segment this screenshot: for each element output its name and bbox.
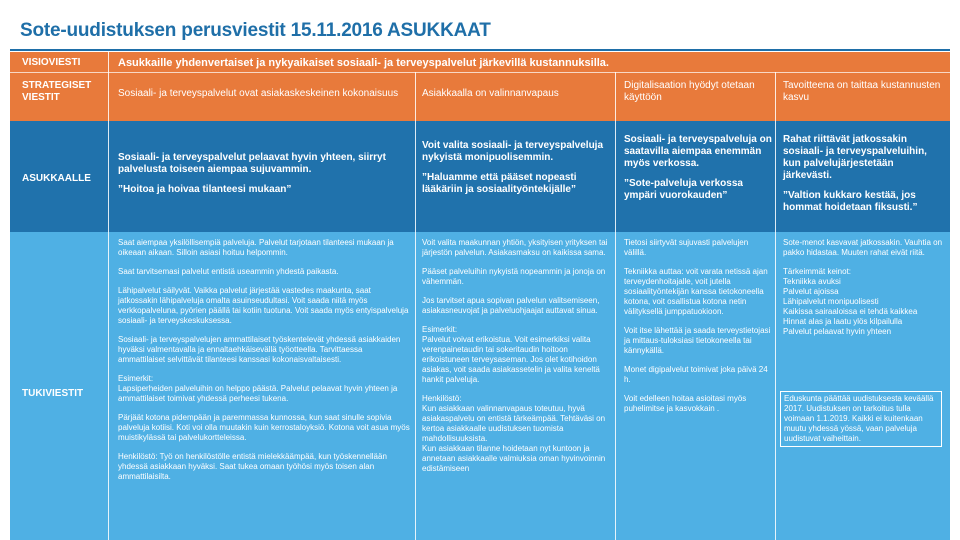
support-paragraph: Voit valita maakunnan yhtiön, yksityisen yrityksen tai järjestön palvelun. Asiakasmaksu on kaikissa sama. xyxy=(422,238,608,257)
strategic-message: Tavoitteena on taittaa kustannusten kasvu xyxy=(783,80,941,103)
message-table xyxy=(10,52,950,540)
resident-message xyxy=(422,140,612,196)
support-paragraph: Sosiaali- ja terveyspalvelujen ammattilaiset työskentelevät yhdessä asiakkaiden hyväksi valmentavalla ja ennaltaehkäisevällä työotteella. Tarvittaessa ammattilaiset selvittävät tilanteesi kanssasi kokonaisvaltaisesti. xyxy=(118,335,401,364)
vision-row-label: VISIOVIESTI xyxy=(22,57,81,68)
support-paragraph: Sote-menot kasvavat jatkossakin. Vauhtia on pakko hidastaa. Muuten rahat eivät riitä. xyxy=(783,238,943,257)
resident-message xyxy=(118,152,408,196)
support-paragraph: Pärjäät kotona pidempään ja paremmassa kunnossa, kun saat sinulle sopivia palveluja kotiisi. Koti voi olla muutakin kuin kerrostaloyksiö. Kotona voit asua myös muistikylässä tai palvelukortteleissa. xyxy=(118,413,410,442)
resident-quote: ”Hoitoa ja hoivaa tilanteesi mukaan” xyxy=(118,184,292,195)
support-paragraph: Esimerkit: Lapsiperheiden palveluihin on helppo päästä. Palvelut pelaavat hyvin yhteen ja ammattilaiset toimivat yhdessä perheesi tukena. xyxy=(118,374,398,403)
support-paragraph: Henkilöstö: Työ on henkilöstölle entistä mielekkäämpää, kun työskennellään yhdessä asiakkaan hyväksi. Saat tukea omaan työhösi myös toisen alan ammattilaisilta. xyxy=(118,452,387,481)
support-messages xyxy=(422,238,614,483)
support-paragraph: Saat tarvitsemasi palvelut entistä useammin yhdestä paikasta. xyxy=(118,267,339,276)
page-title: Sote-uudistuksen perusviestit 15.11.2016 ASUKKAAT xyxy=(20,20,491,41)
support-messages xyxy=(118,238,410,491)
support-paragraph: Voit edelleen hoitaa asioitasi myös puhelimitse ja kasvokkain . xyxy=(624,394,747,413)
support-row-label: TUKIVIESTIT xyxy=(22,388,84,399)
support-paragraph: Voit itse lähettää ja saada terveystietojasi ja mittaus-tuloksiasi tietokoneella tai kännykällä. xyxy=(624,326,771,355)
column-divider xyxy=(615,72,616,540)
resident-message xyxy=(783,134,945,214)
column-divider xyxy=(415,72,416,540)
support-paragraph: Henkilöstö: Kun asiakkaan valinnanvapaus toteutuu, hyvä asiakaspalvelu on entistä tärkeämpää. Tehtäväsi on kertoa asiakkaalle uudistuksen tuomista mahdollisuuksista. Kun asiakkaan tilanne hoidetaan nyt kuntoon ja annetaan asiakkaalle valmiuksia oman hyvinvoinnin edistämiseen xyxy=(422,394,606,473)
support-paragraph: Tietosi siirtyvät sujuvasti palvelujen välillä. xyxy=(624,238,749,257)
support-paragraph: Saat aiempaa yksilöllisempiä palveluja. Palvelut tarjotaan tilanteesi mukaan ja oikeaan aikaan. Silloin asiasi hoituu helpommin. xyxy=(118,238,394,257)
vision-message: Asukkaille yhdenvertaiset ja nykyaikaiset sosiaali- ja terveyspalvelut järkevillä kustannuksilla. xyxy=(118,57,609,69)
resident-quote: ”Sote-palveluja verkossa ympäri vuorokauden” xyxy=(624,178,743,201)
support-paragraph: Jos tarvitset apua sopivan palvelun valitsemiseen, asiakasneuvojat ja palveluohjaajat auttavat sinua. xyxy=(422,296,600,315)
support-paragraph: Monet digipalvelut toimivat joka päivä 24 h. xyxy=(624,365,768,384)
resident-message-text: Sosiaali- ja terveyspalvelut pelaavat hyvin yhteen, siirryt palvelusta toiseen aiempaa sujuvammin. xyxy=(118,152,386,175)
resident-row-label: ASUKKAALLE xyxy=(22,173,91,184)
support-messages xyxy=(783,238,945,346)
strategic-row-label xyxy=(22,80,91,104)
resident-message xyxy=(624,134,774,202)
support-paragraph: Lähipalvelut säilyvät. Vaikka palvelut järjestää vastedes maakunta, saat jatkossakin lähipalveluja omalta asuinseudultasi. Voit saada niitä myös verkkopalveluna, pyörien päällä tai kotiin tuotuna. Voit saada myös entyispalveluja sosiaali- ja terveyskeskuksessa. xyxy=(118,286,409,325)
strategic-message: Asiakkaalla on valinnanvapaus xyxy=(422,88,559,99)
strategic-row-label-line: VIESTIT xyxy=(22,92,60,103)
resident-quote: ”Haluamme että pääset nopeasti lääkäriin ja sosiaalityöntekijälle” xyxy=(422,172,577,195)
resident-quote: ”Valtion kukkaro kestää, jos hommat hoidetaan fiksusti.” xyxy=(783,190,918,213)
resident-message-text: Rahat riittävät jatkossakin sosiaali- ja terveyspalveluihin, kun palvelujärjestetään järkevästi. xyxy=(783,134,927,181)
strategic-message: Sosiaali- ja terveyspalvelut ovat asiakaskeskeinen kokonaisuus xyxy=(118,88,399,99)
title-underline xyxy=(10,49,950,51)
strategic-row-label-line: STRATEGISET xyxy=(22,80,92,91)
legislation-note-box: Eduskunta päättää uudistuksesta keväällä 2017. Uudistuksen on tarkoitus tulla voimaan 1.1.2019. Kaikki ei kuitenkaan muutu yhdessä yössä, vaan palveluja uudistuvat vaiheittain. xyxy=(780,391,942,447)
row-divider xyxy=(10,72,950,73)
support-paragraph: Tekniikka auttaa: voit varata netissä ajan terveydenhoitajalle, voit jutella sosiaalityöntekijän kanssa tietokoneella kotona, voit osallistua kotona netin välityksellä jumppatuokioon. xyxy=(624,267,768,316)
column-divider xyxy=(108,52,109,540)
support-paragraph: Pääset palveluihin nykyistä nopeammin ja jonoja on vähemmän. xyxy=(422,267,606,286)
support-paragraph: Tärkeimmät keinot: Tekniikka avuksi Palvelut ajoissa Lähipalvelut monipuolisesti Kaikissa sairaaloissa ei tehdä kaikkea Hinnat alas ja laatu ylös kilpailulla Palvelut pelaavat hyvin yhteen xyxy=(783,267,918,336)
strategic-message: Digitalisaation hyödyt otetaan käyttöön xyxy=(624,80,755,103)
column-divider xyxy=(775,72,776,540)
resident-message-text: Voit valita sosiaali- ja terveyspalveluja nykyistä monipuolisemmin. xyxy=(422,140,604,163)
support-paragraph: Esimerkit: Palvelut voivat erikoistua. Voit esimerkiksi valita verenpainetaudin tai sokeritaudin hoitoon erikoistuneen terveysaseman. Jos olet kotihoidon asiakas, voit saada asiakassetelin ja valita keneltä hankit palveluja. xyxy=(422,325,600,384)
support-messages xyxy=(624,238,772,423)
resident-message-text: Sosiaali- ja terveyspalveluja on saatavilla aiempaa enemmän myös verkossa. xyxy=(624,134,772,169)
